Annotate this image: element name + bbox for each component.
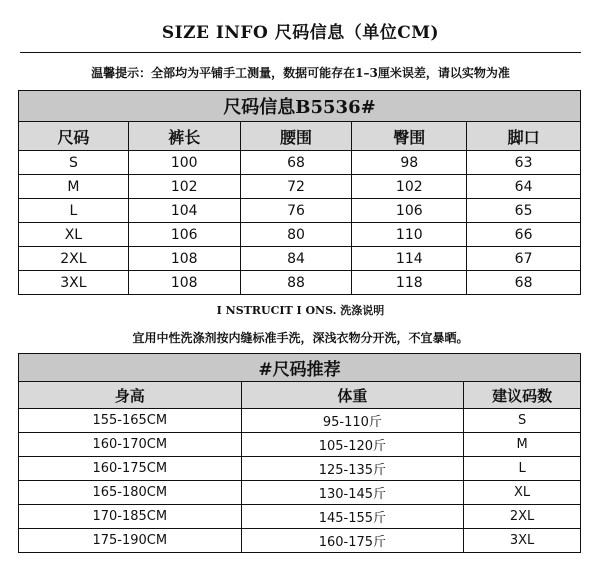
table-cell: 84 [240, 247, 352, 271]
table-cell: 2XL [19, 247, 129, 271]
table-cell: 125-135斤 [241, 457, 464, 481]
table-row [19, 151, 581, 175]
table-row [19, 175, 581, 199]
table-row [19, 271, 581, 295]
wash-instructions-text: 宜用中性洗涤剂按内缝标准手洗，深浅衣物分开洗，不宜暴晒。 [132, 331, 469, 345]
table-row [19, 433, 581, 457]
table-cell: 160-175斤 [241, 529, 464, 553]
table-cell: M [464, 433, 581, 457]
column-header: 腰围 [240, 122, 352, 151]
size-info-table [18, 90, 581, 295]
size-table-caption: 尺码信息B5536# [19, 91, 581, 122]
table-cell: S [19, 151, 129, 175]
table-cell: 76 [240, 199, 352, 223]
table-cell: 100 [128, 151, 240, 175]
recommend-table-header-row [19, 382, 581, 409]
column-header: 体重 [241, 382, 464, 409]
table-cell: 104 [128, 199, 240, 223]
wash-instructions-title: I NSTRUCIT I ONS. 洗涤说明 [216, 304, 385, 317]
size-recommendation-table [18, 353, 581, 553]
table-cell: 95-110斤 [241, 409, 464, 433]
measurement-note: 温馨提示：全部均为平铺手工测量，数据可能存在1–3厘米误差，请以实物为准 [91, 66, 510, 80]
table-cell: 72 [240, 175, 352, 199]
table-cell: 155-165CM [19, 409, 242, 433]
table-cell: XL [19, 223, 129, 247]
table-cell: XL [464, 481, 581, 505]
column-header: 脚口 [467, 122, 581, 151]
table-row [19, 409, 581, 433]
table-row [19, 505, 581, 529]
table-cell: L [19, 199, 129, 223]
table-cell: 118 [352, 271, 467, 295]
column-header: 裤长 [128, 122, 240, 151]
table-cell: 105-120斤 [241, 433, 464, 457]
table-cell: 64 [467, 175, 581, 199]
table-cell: 63 [467, 151, 581, 175]
table-cell: S [464, 409, 581, 433]
table-cell: 145-155斤 [241, 505, 464, 529]
table-cell: 88 [240, 271, 352, 295]
table-cell: 68 [467, 271, 581, 295]
table-cell: 114 [352, 247, 467, 271]
size-table-caption-row [19, 91, 581, 122]
column-header: 臀围 [352, 122, 467, 151]
title-divider [20, 52, 581, 53]
page-title: SIZE INFO 尺码信息（单位CM) [161, 23, 440, 43]
table-row [19, 529, 581, 553]
table-cell: 66 [467, 223, 581, 247]
table-cell: 175-190CM [19, 529, 242, 553]
recommend-table-caption: #尺码推荐 [19, 354, 581, 382]
size-table-header-row [19, 122, 581, 151]
table-row [19, 199, 581, 223]
table-cell: M [19, 175, 129, 199]
table-cell: 108 [128, 247, 240, 271]
column-header: 尺码 [19, 122, 129, 151]
column-header: 建议码数 [464, 382, 581, 409]
table-cell: 3XL [464, 529, 581, 553]
recommend-table-caption-row [19, 354, 581, 382]
table-cell: 110 [352, 223, 467, 247]
table-row [19, 247, 581, 271]
table-cell: 102 [352, 175, 467, 199]
table-cell: 65 [467, 199, 581, 223]
column-header: 身高 [19, 382, 242, 409]
table-cell: 160-170CM [19, 433, 242, 457]
table-cell: 102 [128, 175, 240, 199]
table-cell: 160-175CM [19, 457, 242, 481]
table-cell: 3XL [19, 271, 129, 295]
table-cell: 68 [240, 151, 352, 175]
table-cell: L [464, 457, 581, 481]
table-cell: 165-180CM [19, 481, 242, 505]
table-cell: 106 [128, 223, 240, 247]
table-cell: 170-185CM [19, 505, 242, 529]
table-cell: 80 [240, 223, 352, 247]
table-cell: 2XL [464, 505, 581, 529]
table-row [19, 223, 581, 247]
table-cell: 67 [467, 247, 581, 271]
table-cell: 130-145斤 [241, 481, 464, 505]
table-cell: 106 [352, 199, 467, 223]
table-row [19, 481, 581, 505]
table-cell: 98 [352, 151, 467, 175]
table-cell: 108 [128, 271, 240, 295]
table-row [19, 457, 581, 481]
